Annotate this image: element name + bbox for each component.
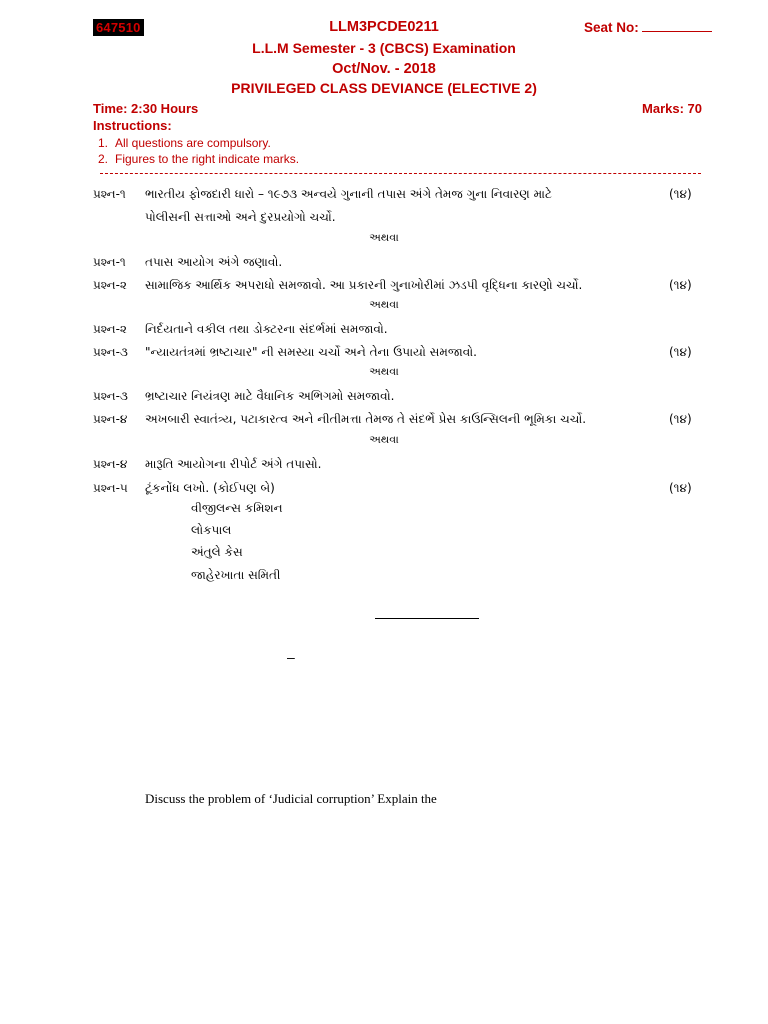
seat-label: Seat No: [584,20,639,35]
end-of-paper-rule [375,618,479,619]
short-note-item: અંતુલે કેસ [191,545,243,559]
or-separator: અથવા [369,365,399,378]
question-text: તપાસ આયોગ અંગે જણાવો. [145,255,283,269]
instructions-title: Instructions: [93,118,172,133]
question-text: નિર્દયતાને વકીલ તથા ડોક્ટરના સંદર્ભમાં સમજાવો. [145,322,388,336]
question-number: પ્રશ્ન-૧ [93,255,126,269]
paper-code: LLM3PCDE0211 [329,19,439,35]
question-text: સામાજિક આર્થિક અપરાધો સમજાવો. આ પ્રકારની ગુનાખોરીમાં ઝડપી વૃદ્ધિના કારણો ચર્ચો. [145,278,583,292]
question-marks: (૧૪) [669,278,692,292]
exam-total-marks: Marks: 70 [642,101,702,116]
question-number: પ્રશ્ન-૧ [93,187,126,201]
question-number: પ્રશ્ન-૨ [93,278,127,292]
question-text: ભારતીય ફોજદારી ધારો – ૧૯૭૩ અન્વયે ગુનાની તપાસ અંગે તેમજ ગુના નિવારણ માટે [145,187,552,201]
instruction-item: 1. All questions are compulsory. [98,136,271,150]
question-marks: (૧૪) [669,345,692,359]
short-note-item: વીજીલન્સ કમિશન [191,501,283,515]
short-note-item: લોકપાલ [191,523,232,537]
exam-title: L.L.M Semester - 3 (CBCS) Examination [252,40,516,56]
question-marks: (૧૪) [669,481,692,495]
exam-time: Time: 2:30 Hours [93,101,199,116]
instructions-list [98,135,299,167]
question-number: પ્રશ્ન-૪ [93,457,128,471]
or-separator: અથવા [369,433,399,446]
exam-session: Oct/Nov. - 2018 [332,61,436,77]
question-number: પ્રશ્ન-૫ [93,481,128,495]
or-separator: અથવા [369,298,399,311]
or-separator: અથવા [369,231,399,244]
exam-subject: PRIVILEGED CLASS DEVIANCE (ELECTIVE 2) [231,80,537,96]
paper-id-badge: 647510 [93,19,144,36]
instruction-item: 2. Figures to the right indicate marks. [98,152,300,166]
seat-blank-line [642,19,712,32]
question-text: ટૂંકનોંધ લખો. (કોઈપણ બે) [145,481,275,495]
stray-dash: – [287,649,295,665]
seat-number-field [584,19,712,35]
separator-dashed-line [100,173,701,174]
question-text: મારૂતિ આયોગના રીપોર્ટ અંગે તપાસો. [145,457,322,471]
question-number: પ્રશ્ન-૩ [93,389,128,403]
question-text-continued: પોલીસની સત્તાઓ અને દુરપ્રયોગો ચર્ચો. [145,210,336,224]
question-number: પ્રશ્ન-૪ [93,412,128,426]
question-number: પ્રશ્ન-૩ [93,345,128,359]
question-text: "ન્યાયતંત્રમાં ભ્રષ્ટાચાર" ની સમસ્યા ચર્ચો અને તેના ઉપાયો સમજાવો. [145,345,477,359]
stray-english-text: Discuss the problem of ‘Judicial corruption’ Explain the [145,791,437,806]
question-number: પ્રશ્ન-૨ [93,322,127,336]
short-note-item: જાહેરખાતા સમિતી [191,568,281,582]
question-text: ભ્રષ્ટાચાર નિયંત્રણ માટે વૈધાનિક અભિગમો સમજાવો. [145,389,395,403]
question-marks: (૧૪) [669,187,692,201]
question-marks: (૧૪) [669,412,692,426]
question-text: અખબારી સ્વાતંત્ર્ય, પટાકારત્વ અને નીતીમત્તા તેમજ તે સંદર્ભે પ્રેસ કાઉન્સિલની ભૂમિકા ચર્ચો. [145,412,587,426]
